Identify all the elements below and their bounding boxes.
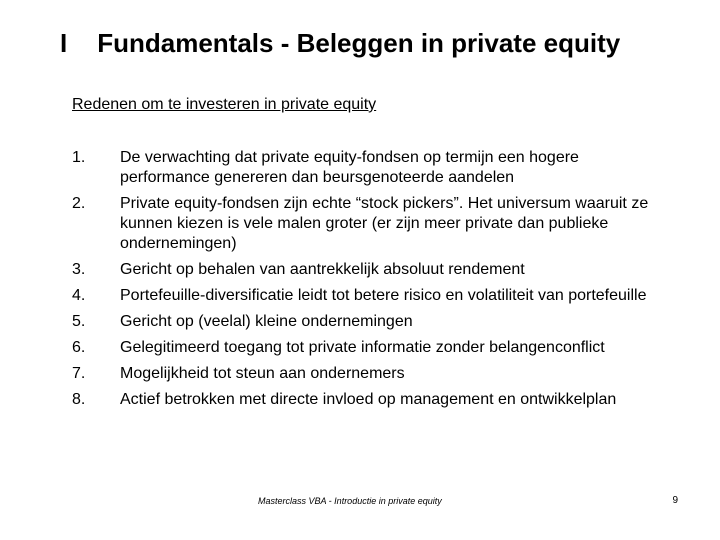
- list-item-number: 8.: [72, 391, 86, 408]
- list-item: [72, 390, 672, 410]
- list-item: [72, 286, 672, 306]
- section-heading: Redenen om te investeren in private equity: [72, 96, 377, 113]
- title-text: Fundamentals - Beleggen in private equity: [97, 28, 621, 58]
- list-item: [72, 194, 672, 254]
- list-item-text: Gericht op behalen van aantrekkelijk absoluut rendement: [120, 261, 525, 278]
- list-item-text: Gelegitimeerd toegang tot private informatie zonder belangenconflict: [120, 339, 605, 356]
- list-item-number: 6.: [72, 339, 86, 356]
- title-prefix: I: [60, 28, 68, 58]
- page-title: [60, 28, 620, 59]
- list-item-text: Actief betrokken met directe invloed op management en ontwikkelplan: [120, 391, 617, 408]
- list-item-text: Private equity-fondsen zijn echte “stock pickers”. Het universum waaruit ze kunnen kiezen is vele malen groter (er zijn meer private dan publieke ondernemingen): [120, 195, 649, 252]
- list-item: [72, 364, 672, 384]
- list-item-number: 4.: [72, 287, 86, 304]
- reasons-list: [72, 148, 672, 416]
- list-item: [72, 312, 672, 332]
- list-item-number: 2.: [72, 195, 86, 212]
- list-item-number: 7.: [72, 365, 86, 382]
- list-item-text: Mogelijkheid tot steun aan ondernemers: [120, 365, 405, 382]
- list-item-text: Portefeuille-diversificatie leidt tot betere risico en volatiliteit van portefeuille: [120, 287, 647, 304]
- list-item: [72, 260, 672, 280]
- list-item: [72, 338, 672, 358]
- list-item-text: Gericht op (veelal) kleine ondernemingen: [120, 313, 413, 330]
- list-item: [72, 148, 672, 188]
- list-item-number: 5.: [72, 313, 86, 330]
- page-number: 9: [672, 495, 678, 506]
- footer-text: Masterclass VBA - Introductie in private equity: [258, 496, 442, 506]
- list-item-text: De verwachting dat private equity-fondsen op termijn een hogere performance genereren dan beursgenoteerde aandelen: [120, 149, 579, 186]
- list-item-number: 3.: [72, 261, 86, 278]
- list-item-number: 1.: [72, 149, 86, 166]
